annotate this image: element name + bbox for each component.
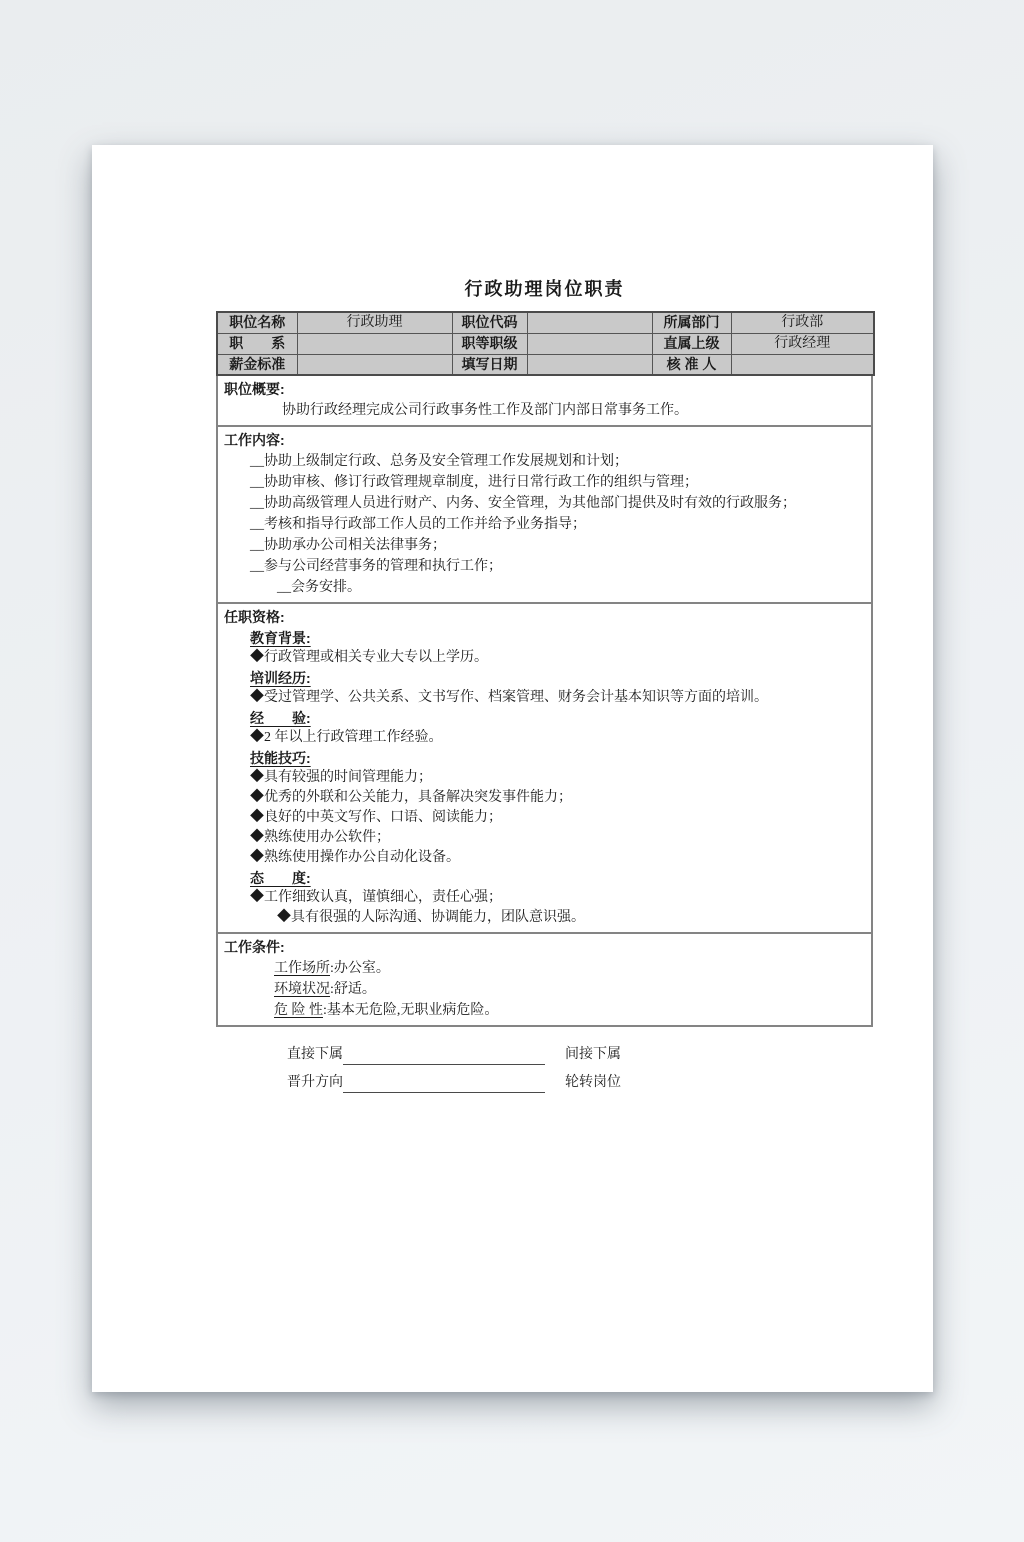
rotation-position-label: 轮转岗位 [565, 1075, 621, 1090]
condition-value: :基本无危险,无职业病危险。 [323, 1003, 499, 1018]
summary-text: 协助行政经理完成公司行政事务性工作及部门内部日常事务工作。 [282, 403, 688, 418]
info-label-supervisor: 直属上级 [652, 333, 731, 354]
qualification-item: ◆熟练使用办公软件； [250, 830, 390, 845]
qualification-item: ◆熟练使用操作办公自动化设备。 [250, 850, 460, 865]
info-label-position-name: 职位名称 [217, 312, 297, 333]
qualification-item: ◆优秀的外联和公关能力，具备解决突发事件能力； [250, 790, 572, 805]
info-label-approver: 核 准 人 [652, 354, 731, 375]
promotion-direction-blank-line [343, 1076, 545, 1093]
condition-value: :舒适。 [330, 982, 376, 997]
info-value-position-name: 行政助理 [297, 312, 452, 333]
qualification-subheading: 培训经历: [250, 670, 311, 686]
document-page [92, 145, 933, 1392]
page-content [92, 145, 933, 1093]
indirect-subordinate-label: 间接下属 [565, 1047, 621, 1062]
promotion-direction-label: 晋升方向 [287, 1075, 343, 1090]
duty-item: __协助高级管理人员进行财产、内务、安全管理，为其他部门提供及时有效的行政服务； [250, 496, 796, 511]
direct-subordinate-label: 直接下属 [287, 1047, 343, 1062]
document-title: 行政助理岗位职责 [464, 279, 625, 299]
info-value-position-code [527, 312, 652, 333]
qualification-subheading: 态 度: [250, 870, 311, 886]
qualification-subheading: 教育背景: [250, 630, 311, 646]
footer-fields [216, 1037, 873, 1093]
section-heading: 工作内容: [224, 432, 285, 448]
qualification-item: ◆工作细致认真，谨慎细心，责任心强； [250, 890, 502, 905]
info-value-job-grade [527, 333, 652, 354]
qualification-item: ◆具有很强的人际沟通、协调能力，团队意识强。 [277, 910, 585, 925]
qualification-item: ◆行政管理或相关专业大专以上学历。 [250, 650, 488, 665]
section-heading: 任职资格: [224, 609, 285, 625]
qualification-item: ◆具有较强的时间管理能力； [250, 770, 432, 785]
info-label-job-family: 职 系 [217, 333, 297, 354]
condition-item [224, 958, 865, 979]
condition-value: :办公室。 [330, 961, 390, 976]
condition-label: 危 险 性 [274, 1003, 323, 1018]
qualification-subheading: 经 验: [250, 710, 311, 726]
info-value-supervisor: 行政经理 [731, 333, 874, 354]
info-table-row [217, 333, 874, 354]
duty-item: __参与公司经营事务的管理和执行工作； [250, 559, 502, 574]
info-label-salary: 薪金标准 [217, 354, 297, 375]
direct-subordinate-blank-line [343, 1048, 545, 1065]
info-value-job-family [297, 333, 452, 354]
info-value-salary [297, 354, 452, 375]
condition-item [224, 979, 865, 1000]
info-value-fill-date [527, 354, 652, 375]
info-value-department: 行政部 [731, 312, 874, 333]
info-label-job-grade: 职等职级 [452, 333, 527, 354]
info-label-department: 所属部门 [652, 312, 731, 333]
duty-item: __协助上级制定行政、总务及安全管理工作发展规划和计划； [250, 454, 628, 469]
info-table-row [217, 312, 874, 333]
job-info-table [216, 311, 875, 376]
qualification-item: ◆2 年以上行政管理工作经验。 [250, 730, 443, 745]
info-label-fill-date: 填写日期 [452, 354, 527, 375]
section-job-summary [218, 376, 871, 425]
footer-row-promotion [287, 1065, 873, 1093]
condition-item [224, 1000, 865, 1021]
duty-item: __协助审核、修订行政管理规章制度，进行日常行政工作的组织与管理； [250, 475, 698, 490]
qualification-item: ◆受过管理学、公共关系、文书写作、档案管理、财务会计基本知识等方面的培训。 [250, 690, 768, 705]
section-duties [218, 425, 871, 602]
section-qualifications [218, 602, 871, 932]
info-value-approver [731, 354, 874, 375]
duty-sub-item: __会务安排。 [277, 580, 361, 595]
condition-label: 环境状况 [274, 982, 330, 997]
info-label-position-code: 职位代码 [452, 312, 527, 333]
duty-item: __考核和指导行政部工作人员的工作并给予业务指导； [250, 517, 586, 532]
duty-item: __协助承办公司相关法律事务； [250, 538, 446, 553]
footer-row-subordinates [287, 1037, 873, 1065]
section-work-conditions [218, 932, 871, 1025]
qualification-item: ◆良好的中英文写作、口语、阅读能力； [250, 810, 502, 825]
info-table-row [217, 354, 874, 375]
section-heading: 工作条件: [224, 939, 285, 955]
condition-label: 工作场所 [274, 961, 330, 976]
content-box [216, 376, 873, 1027]
section-heading: 职位概要: [224, 381, 285, 397]
qualification-subheading: 技能技巧: [250, 750, 311, 766]
